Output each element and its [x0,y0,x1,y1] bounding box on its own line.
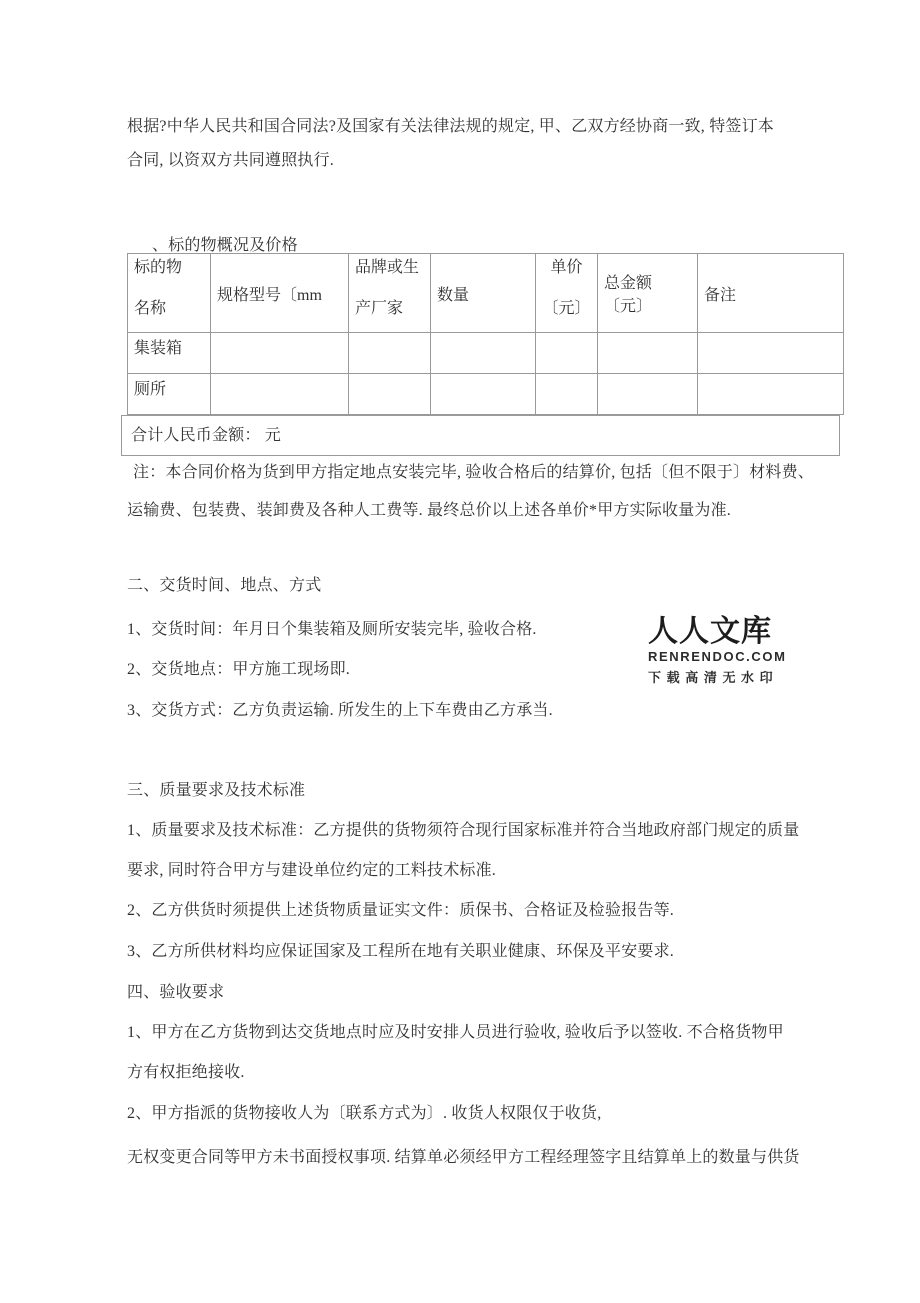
price-note-line-1: 注：本合同价格为货到甲方指定地点安装完毕, 验收合格后的结算价, 包括〔但不限于〕材料费、 [133,464,815,481]
acceptance-line-4: 无权变更合同等甲方未书面授权事项. 结算单必须经甲方工程经理签字且结算单上的数量与供货 [127,1149,800,1166]
quality-line-1: 1、质量要求及技术标准：乙方提供的货物须符合现行国家标准并符合当地政府部门规定的质量 [127,822,800,839]
intro-line-2: 合同, 以资双方共同遵照执行. [127,152,335,169]
cell-qty-toilet [431,374,536,415]
cell-spec-toilet [211,374,349,415]
header-total-amount: 总金额〔元〕 [598,254,698,333]
header-unit-price-line2: 〔元〕 [542,300,591,317]
watermark-tagline: 下 载 高 清 无 水 印 [648,670,774,685]
header-subject-name-line1: 标的物 [134,259,183,276]
cell-spec-container [211,333,349,374]
table-row-toilet [128,374,844,415]
cell-brand-toilet [349,374,431,415]
table-row-container [128,333,844,374]
cell-total-toilet [598,374,698,415]
cell-remark-toilet [698,374,844,415]
section4-heading: 四、验收要求 [127,984,225,1001]
section3-heading: 三、质量要求及技术标准 [127,782,306,799]
header-spec-model: 规格型号〔mm [211,254,349,333]
header-unit-price [536,254,598,333]
header-brand-line1: 品牌或生 [355,259,420,276]
header-remark: 备注 [698,254,844,333]
cell-name-container: 集装箱 [128,333,211,374]
acceptance-line-1: 1、甲方在乙方货物到达交货地点时应及时安排人员进行验收, 验收后予以签收. 不合格货物甲 [127,1024,784,1041]
header-brand-line2: 产厂家 [355,300,404,317]
price-note-line-2: 运输费、包装费、装卸费及各种人工费等. 最终总价以上述各单价*甲方实际收量为准. [127,502,732,519]
goods-price-table [127,253,844,415]
table-footer-total-rmb: 合计人民币金额： 元 [121,415,840,456]
acceptance-line-2: 方有权拒绝接收. [127,1064,245,1081]
header-subject-name-line2: 名称 [134,300,167,317]
watermark-domain: RENRENDOC.COM [648,649,787,664]
cell-unitprice-container [536,333,598,374]
header-unit-price-line1: 单价 [550,259,583,276]
section1-heading: 、标的物概况及价格 [152,237,298,254]
cell-brand-container [349,333,431,374]
acceptance-line-3: 2、甲方指派的货物接收人为〔联系方式为〕. 收货人权限仅于收货, [127,1105,602,1122]
header-quantity: 数量 [431,254,536,333]
watermark-logo-text: 人人文库 [648,615,772,648]
intro-line-1: 根据?中华人民共和国合同法?及国家有关法律法规的规定, 甲、乙双方经协商一致, 特签订本 [127,118,775,135]
quality-line-3: 2、乙方供货时须提供上述货物质量证实文件：质保书、合格证及检验报告等. [127,902,675,919]
delivery-time-item: 1、交货时间：年月日个集装箱及厕所安装完毕, 验收合格. [127,621,537,638]
header-subject-name [128,254,211,333]
delivery-place-item: 2、交货地点：甲方施工现场即. [127,661,351,678]
cell-total-container [598,333,698,374]
cell-remark-container [698,333,844,374]
watermark [648,616,798,686]
section2-heading: 二、交货时间、地点、方式 [127,577,322,594]
cell-unitprice-toilet [536,374,598,415]
table-header-row [128,254,844,333]
cell-name-toilet: 厕所 [128,374,211,415]
delivery-method-item: 3、交货方式：乙方负责运输. 所发生的上下车费由乙方承当. [127,702,553,719]
header-brand-manufacturer [349,254,431,333]
quality-line-4: 3、乙方所供材料均应保证国家及工程所在地有关职业健康、环保及平安要求. [127,943,675,960]
cell-qty-container [431,333,536,374]
quality-line-2: 要求, 同时符合甲方与建设单位约定的工料技术标准. [127,862,497,879]
